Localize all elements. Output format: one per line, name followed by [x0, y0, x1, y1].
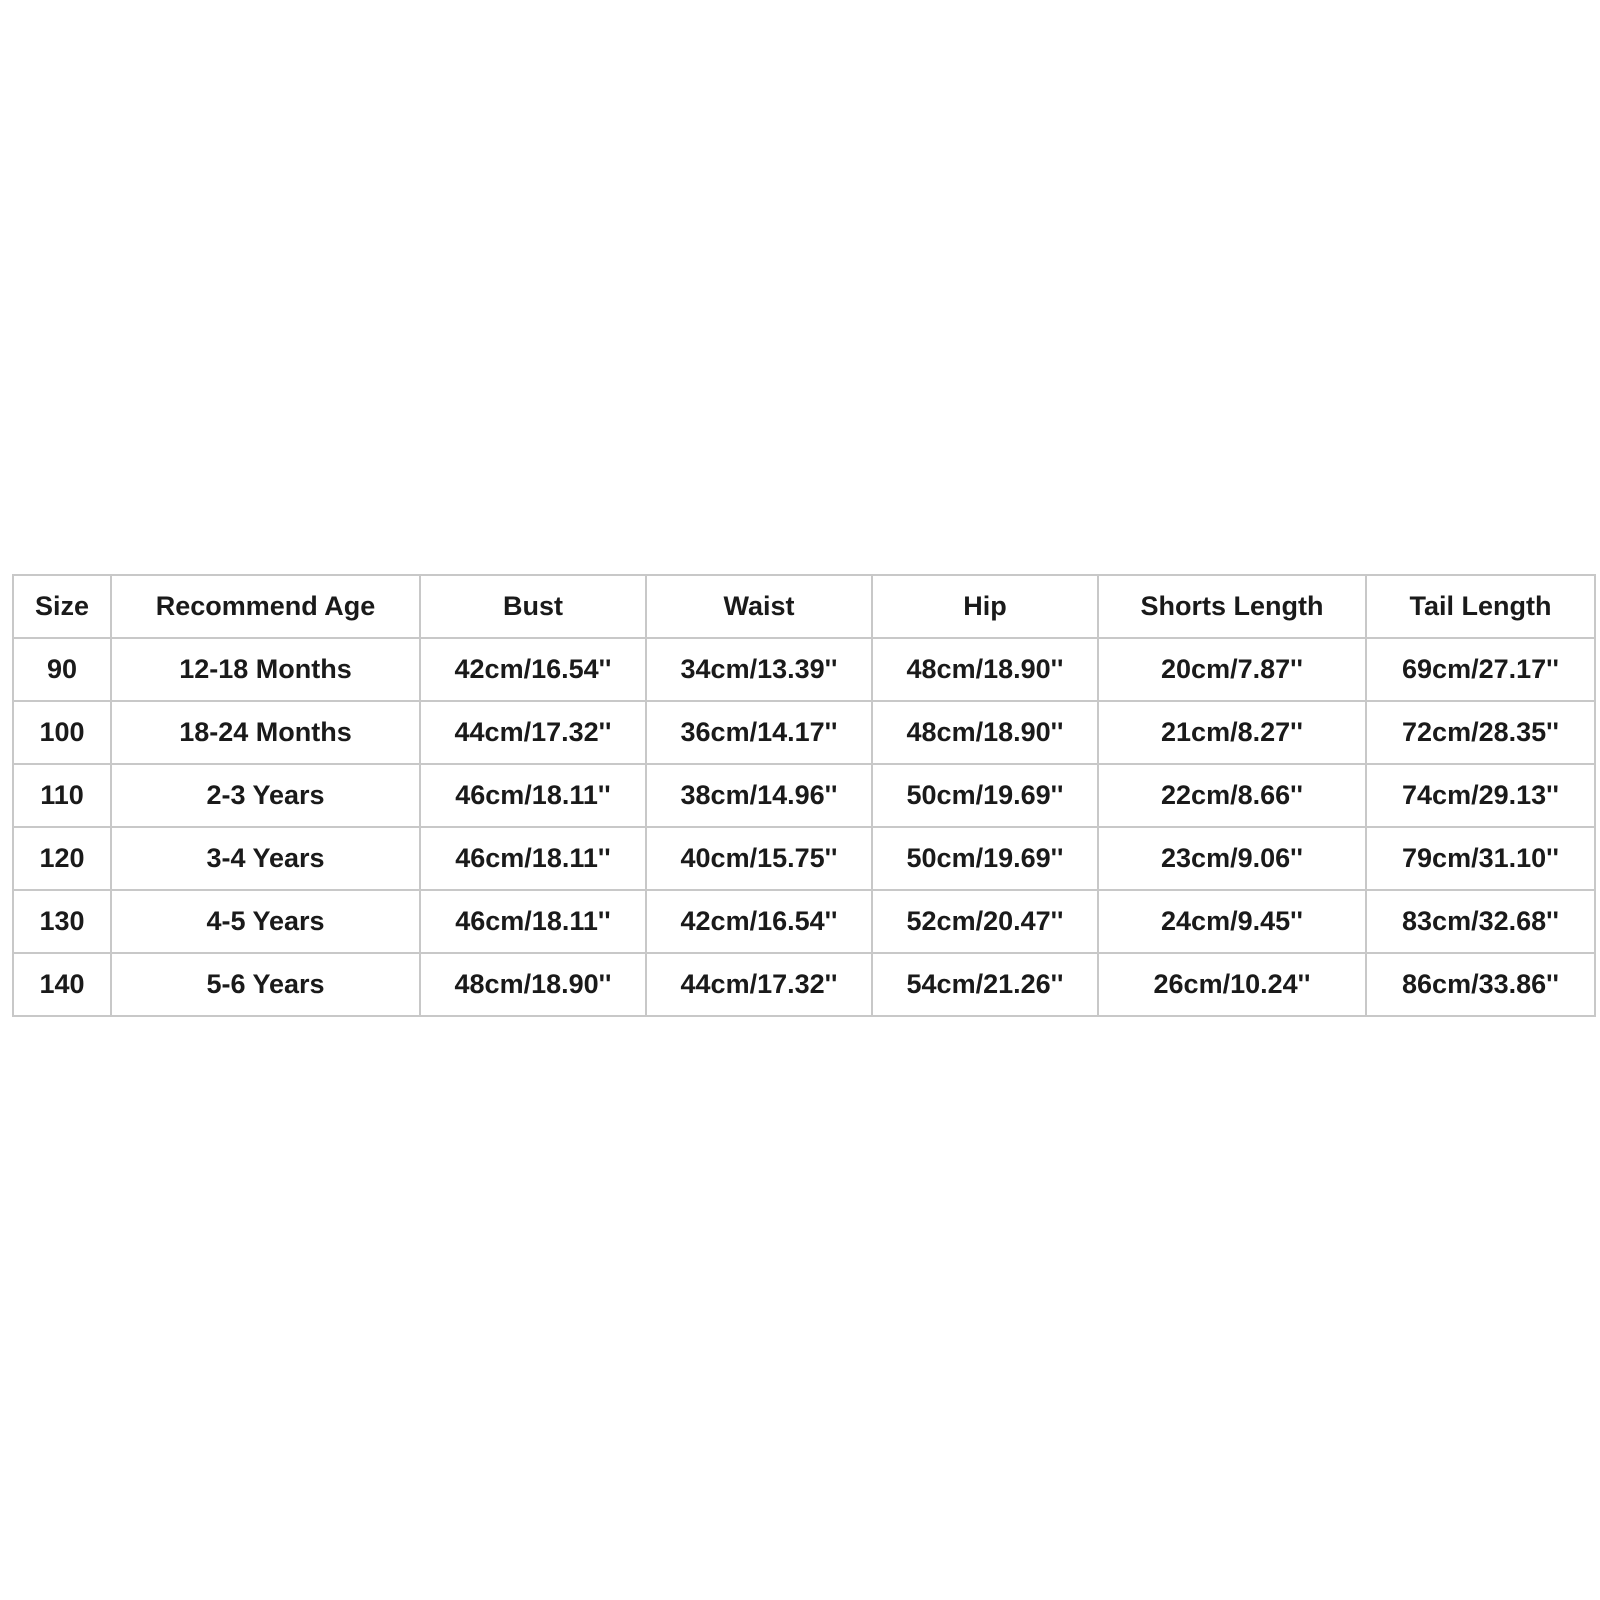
header-row: [13, 575, 1595, 638]
cell-recommend-age: 12-18 Months: [111, 638, 420, 701]
cell-shorts-length: 22cm/8.66'': [1098, 764, 1366, 827]
table-row: [13, 827, 1595, 890]
cell-shorts-length: 23cm/9.06'': [1098, 827, 1366, 890]
table-row: [13, 953, 1595, 1016]
cell-size: 100: [13, 701, 111, 764]
cell-hip: 54cm/21.26'': [872, 953, 1098, 1016]
cell-waist: 38cm/14.96'': [646, 764, 872, 827]
cell-waist: 44cm/17.32'': [646, 953, 872, 1016]
cell-size: 90: [13, 638, 111, 701]
cell-shorts-length: 20cm/7.87'': [1098, 638, 1366, 701]
cell-hip: 50cm/19.69'': [872, 827, 1098, 890]
cell-bust: 42cm/16.54'': [420, 638, 646, 701]
cell-tail-length: 83cm/32.68'': [1366, 890, 1595, 953]
cell-tail-length: 72cm/28.35'': [1366, 701, 1595, 764]
table-row: [13, 890, 1595, 953]
cell-size: 110: [13, 764, 111, 827]
cell-hip: 48cm/18.90'': [872, 638, 1098, 701]
cell-tail-length: 86cm/33.86'': [1366, 953, 1595, 1016]
cell-bust: 46cm/18.11'': [420, 764, 646, 827]
cell-bust: 46cm/18.11'': [420, 827, 646, 890]
size-chart-table: [12, 574, 1596, 1017]
cell-bust: 46cm/18.11'': [420, 890, 646, 953]
cell-hip: 48cm/18.90'': [872, 701, 1098, 764]
header-waist: Waist: [646, 575, 872, 638]
cell-tail-length: 74cm/29.13'': [1366, 764, 1595, 827]
cell-tail-length: 79cm/31.10'': [1366, 827, 1595, 890]
table-row: [13, 701, 1595, 764]
cell-bust: 44cm/17.32'': [420, 701, 646, 764]
cell-shorts-length: 21cm/8.27'': [1098, 701, 1366, 764]
header-shorts-length: Shorts Length: [1098, 575, 1366, 638]
cell-recommend-age: 3-4 Years: [111, 827, 420, 890]
header-size: Size: [13, 575, 111, 638]
cell-shorts-length: 24cm/9.45'': [1098, 890, 1366, 953]
cell-hip: 52cm/20.47'': [872, 890, 1098, 953]
header-hip: Hip: [872, 575, 1098, 638]
table-row: [13, 764, 1595, 827]
cell-shorts-length: 26cm/10.24'': [1098, 953, 1366, 1016]
cell-waist: 40cm/15.75'': [646, 827, 872, 890]
cell-waist: 34cm/13.39'': [646, 638, 872, 701]
cell-recommend-age: 18-24 Months: [111, 701, 420, 764]
cell-size: 130: [13, 890, 111, 953]
cell-recommend-age: 5-6 Years: [111, 953, 420, 1016]
cell-waist: 42cm/16.54'': [646, 890, 872, 953]
cell-hip: 50cm/19.69'': [872, 764, 1098, 827]
cell-size: 140: [13, 953, 111, 1016]
table-row: [13, 638, 1595, 701]
header-bust: Bust: [420, 575, 646, 638]
cell-tail-length: 69cm/27.17'': [1366, 638, 1595, 701]
cell-size: 120: [13, 827, 111, 890]
header-recommend-age: Recommend Age: [111, 575, 420, 638]
cell-waist: 36cm/14.17'': [646, 701, 872, 764]
cell-recommend-age: 2-3 Years: [111, 764, 420, 827]
header-tail-length: Tail Length: [1366, 575, 1595, 638]
cell-recommend-age: 4-5 Years: [111, 890, 420, 953]
cell-bust: 48cm/18.90'': [420, 953, 646, 1016]
